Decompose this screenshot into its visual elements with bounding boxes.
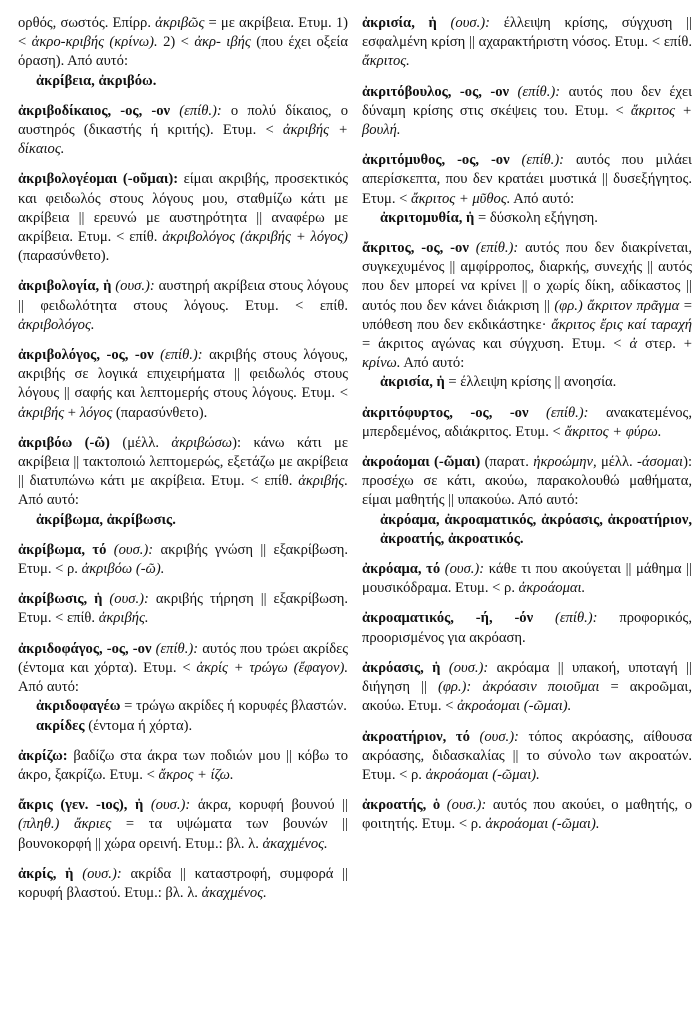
headword: ἀκροατήριον, τό [362,728,470,745]
italic-annotation: (ουσ.): [102,591,149,608]
italic-annotation: ἀκροάομαι. [518,580,586,597]
derived-words [18,697,348,716]
italic-annotation: ἀκριβής. [98,610,149,627]
italic-annotation: ἠκροώμην, [533,454,597,471]
entry-paragraph [18,640,348,698]
headword: ἀκροαματικός, -ή, -όν [362,610,534,627]
italic-annotation: (ουσ.): [469,728,519,745]
italic-annotation: (φρ.) ἄκριτον πρᾶγμα [554,297,680,314]
entry-paragraph [362,728,692,786]
definition-text: αυτός που δεν έχει δύναμη κρίσης στις σκέψεις του. Ετυμ. < [362,83,693,119]
headword: ἄκρις (γεν. -ιος), ἡ [18,797,144,814]
definition-text: Από αυτό: [18,679,79,696]
italic-annotation: ἄκριτος + βουλή. [362,102,692,139]
entry-akridofagos [18,640,348,736]
definition-text: ο πολύ δίκαιος, ο αυστηρός (δικαστής ή κριτής). Ετυμ. < [18,102,348,139]
headword: ἀκροάομαι (-ῶμαι) [362,454,481,471]
italic-annotation: (επίθ.): [528,404,589,421]
entry-paragraph [362,659,692,717]
headword: ακρίδες [36,717,85,734]
entry-paragraph [362,609,692,647]
italic-annotation: (επίθ.): [151,640,199,657]
definition-text: (παρασύνθετο). [112,404,208,421]
entry-paragraph [362,796,692,834]
definition-text: αυτός που δεν διακρίνεται, συγκεχυμένος || αμφίρροπος, διαρκής, συνεχής || αυτός που δεν μπορεί να κρίνει || ο χωρίς δίκη, αδίκαστος || αυτός που δεν κάνει διάκριση || [362,240,692,314]
entry-paragraph [18,796,348,854]
entry-akroasis [362,659,692,717]
definition-text: (μέλλ. [109,434,172,451]
italic-annotation: ἀκριβώσω [171,434,233,451]
entry-akroatis [362,796,692,834]
definition-text: αυστηρή ακρίβεια στους λόγους || φειδωλότητα στους λόγους. Ετυμ. < επίθ. [18,278,348,314]
headword: ἀκρόασις, ἡ [362,659,441,676]
definition-text: = τα υψώματα των βουνών || βουνοκορφή || χώρα ορεινή. Ετυμ.: βλ. λ. [18,816,348,852]
italic-annotation: (επίθ.): [509,152,565,169]
italic-annotation: (επίθ.): [170,102,222,119]
headword: ἀκρίβωμα, ἀκρίβωσις. [36,511,176,528]
definition-text: είμαι ακριβής, προσεκτικός και φειδωλός στους λόγους μου, σταθμίζω κάτι με ακρίβεια || ερευνώ με αυστηρότητα || αναφέρω με ακρίβεια. Ετυμ. < επίθ. [18,171,348,246]
definition-text: ακριβής γνώση || εξακρίβωση. Ετυμ. < ρ. [18,541,348,578]
derived-words [362,209,692,228]
entry-paragraph [362,83,692,141]
headword: ἀκρίζω: [18,747,68,764]
headword: ἀκριβόω (-ῶ) [18,434,110,451]
italic-annotation: ἀκρο-κριβής (κρίνω). [31,34,158,51]
headword: ἀκρισία, ἡ [380,374,445,391]
entry-paragraph [18,14,348,72]
italic-annotation: (επίθ.): [153,347,203,364]
entry-paragraph [18,590,348,628]
italic-annotation: ἀκριβῶς [155,15,205,31]
italic-annotation: -άσομαι [637,454,684,471]
derived-words [362,511,692,549]
entry-akrisia [362,14,692,72]
entry-akritomythos [362,151,692,228]
headword: ἀκριδοφαγέω [36,698,121,715]
entry-paragraph [18,102,348,160]
italic-annotation: ἄκριτος + μῦθος. [411,190,511,207]
definition-text: αυτός που τρώει ακρίδες (έντομα και χόρτα). Ετυμ. < [18,640,348,676]
entry-akrizo [18,747,348,785]
entry-paragraph [362,560,692,598]
italic-annotation: (πληθ.) ἄκριες [18,816,112,833]
headword: ἀκριτομυθία, ἡ [380,209,475,226]
headword: ἀκριβολογέομαι (-οῦμαι): [18,171,179,188]
italic-annotation: (φρ.): ἀκρόασιν ποιοῦμαι [437,679,600,696]
definition-text: κάθε τι που ακούγεται || μάθημα || μουσικόδραμα. Ετυμ. < ρ. [362,561,692,597]
definition-text: = τρώγω ακρίδες ή κορυφές βλαστών. [120,698,347,715]
italic-annotation: ἀκριβόω (-ῶ). [81,561,165,578]
italic-annotation: λόγος [79,404,113,421]
entry-akroaomai [362,453,692,549]
entry-akrivoo [18,434,348,530]
definition-text: βαδίζω στα άκρα των ποδιών μου || κόβω το άκρο, ξακρίζω. Ετυμ. < [18,747,348,783]
definition-text: μέλλ. [596,454,638,471]
italic-annotation: (ουσ.): [111,278,155,295]
definition-text: στερ. + [637,336,692,353]
definition-text: 2) < [157,34,195,51]
definition-text: ): κάνω κάτι με ακρίβεια || τακτοποιώ λεπτομερώς, εξετάζω με ακρίβεια || διατυπώνω κάτι με ακρίβεια. Ετυμ. < επίθ. [18,434,348,490]
headword: ἀκριτόφυρτος, -ος, -ον [362,404,529,421]
definition-text: (παρασύνθετο). [18,248,110,265]
entry-paragraph [18,865,348,903]
headword: ἀκροατής, ὁ [362,797,441,814]
italic-annotation: ἄκριτος + φύρω. [564,423,662,440]
derived-words [18,72,348,91]
entry-akrivologia [18,277,348,335]
italic-annotation: ἀκρ- ιβής [194,34,251,51]
headword: ἀκρόαμα, ἀκροαματικός, ἀκρόασις, ἀκροατήριον, ἀκροατής, ἀκροατικός. [380,511,692,547]
italic-annotation: (επίθ.): [468,240,519,257]
entry-paragraph [18,541,348,579]
italic-annotation: ἀκαχμένος. [201,884,267,901]
italic-annotation: κρίνω. [362,355,401,372]
definition-text: άκρα, κορυφή βουνού || [190,797,348,814]
headword: ἄκριτος, -ος, -ον [362,240,469,257]
definition-text: αυτός που ακούει, ο μαθητής, ο φοιτητής. Ετυμ. < ρ. [362,797,693,833]
entry-paragraph [362,151,692,209]
headword: ἀκριτόβουλος, -ος, -ον [362,83,510,100]
definition-text: Από αυτό: [400,355,465,372]
entry-paragraph [18,346,348,423]
entry-akris-genitive [18,796,348,854]
entry-paragraph [18,170,348,266]
headword: ἀκρόαμα, τό [362,561,441,578]
dictionary-column-left [18,14,348,914]
definition-text: Από αυτό: [510,190,575,207]
entry-paragraph [362,14,692,72]
italic-annotation: (ουσ.): [143,797,191,814]
definition-text: = δύσκολη εξήγηση. [474,209,598,226]
entry-akritofyrtos [362,404,692,442]
italic-annotation: ἀκριβής. [298,473,348,490]
entry-paragraph [362,453,692,511]
italic-annotation: ἀκριβολόγος (ἀκριβής + λόγος) [162,229,348,246]
headword: ἀκρίβωσις, ἡ [18,591,103,608]
definition-text: ακριβής στους λόγους, ακριβής σε λογικά επιχειρήματα || φειδωλός στους λόγους || σαφής και λεπτομερής στους λόγους. Ετυμ. < [18,347,348,402]
definition-text: έλλειψη κρίσης, σύγχυση || εσφαλμένη κρίση || αχαρακτήριστη νόσος. Ετυμ. < επίθ. [362,15,692,51]
italic-annotation: (ουσ.): [436,15,490,31]
italic-annotation: ἀκριβολόγος. [18,316,95,333]
definition-text: Από αυτό: [18,492,79,509]
italic-annotation: (επίθ.): [533,610,598,627]
entry-akrivologeomai [18,170,348,266]
entry-paragraph [362,404,692,442]
italic-annotation: ἀκριβής + δίκαιος. [18,122,348,158]
headword: ἀκρίβεια, ἀκριβόω. [36,72,157,89]
italic-annotation: ἄκρος + ίζω. [158,766,234,783]
italic-annotation: ἀκροάομαι (-ῶμαι). [485,816,600,833]
italic-annotation: (επίθ.): [509,83,561,100]
definition-text: (που έχει οξεία όραση). Από αυτό: [18,34,348,70]
entry-akrivosis [18,590,348,628]
italic-annotation: ἄκριτος ἔρις καί ταραχή [551,316,692,333]
entry-paragraph [18,747,348,785]
headword: ἀκριβολογία, ἡ [18,278,112,295]
headword: ἀκριβοδίκαιος, -ος, -ον [18,102,171,119]
entry-akroamatikos [362,609,692,647]
entry-akrivoma [18,541,348,579]
definition-text: = υπόθεση που δεν εκδικάστηκε· [362,297,692,333]
entry-paragraph [18,277,348,335]
headword: ἀκριβολόγος, -ος, -ον [18,347,154,364]
italic-annotation: ἀκριβής [18,404,65,421]
headword: ἀκριτόμυθος, -ος, -ον [362,152,510,169]
italic-annotation: ἀκροάομαι (-ῶμαι). [425,766,540,783]
definition-text: ακριβής τήρηση || εξακρίβωση. Ετυμ. < επίθ. [18,591,348,627]
definition-text: = με ακρίβεια. Ετυμ. 1) < [18,15,349,51]
definition-text: = ακροῶμαι, ακούω. Ετυμ. < [362,679,692,715]
italic-annotation: ἄκριτος. [362,53,410,70]
italic-annotation: (ουσ.): [73,865,122,882]
definition-text: (έντομα ή χόρτα). [84,717,193,734]
derived-words [362,373,692,392]
italic-annotation: ἀκροάομαι (-ῶμαι). [457,698,572,715]
entry-akroatirion [362,728,692,786]
headword: ἀκρίβωμα, τό [18,541,107,558]
entry-akritos [362,239,692,393]
definition-text: προφορικός, προορισμένος για ακρόαση. [362,610,692,646]
definition-text: ακρίδα || καταστροφή, συμφορά || κορυφή βλαστού. Ετυμ.: βλ. λ. [18,865,349,901]
entry-akrivodikaios [18,102,348,160]
derived-words [18,717,348,736]
definition-text: = άκριτος αγώνας και σύγχυση. Ετυμ. < [362,336,630,353]
headword: ἀκρίς, ἡ [18,865,74,882]
derived-words [18,511,348,530]
entry-akritovoulos [362,83,692,141]
definition-text: = έλλειψη κρίσης || ανοησία. [444,374,617,391]
definition-text: ορθός, σωστός. Επίρρ. [18,15,156,31]
italic-annotation: ἀκαχμένος. [262,835,328,852]
definition-text: ανακατεμένος, μπερδεμένος, αδιάκριτος. Ετυμ. < [362,404,692,440]
entry-akris [18,865,348,903]
definition-text: (παρατ. [480,454,534,471]
italic-annotation: (ουσ.): [106,541,154,558]
continuation-akrivis [18,14,348,91]
italic-annotation: ἀκρίς + τρώγω (ἔφαγον). [196,659,348,676]
definition-text: ακρόαμα || υπακοή, υποταγή || διήγηση || [362,659,692,696]
italic-annotation: (ουσ.): [440,659,489,676]
entry-paragraph [18,434,348,511]
headword: ἀκρισία, ἡ [362,15,437,31]
headword: ἀκριδοφάγος, -ος, -ον [18,640,152,657]
definition-text: τόπος ακρόασης, αίθουσα ακρόασης, διδασκαλίας || το σύνολο των ακροατών. Ετυμ. < ρ. [362,728,692,783]
definition-text: + [64,404,80,421]
italic-annotation: (ουσ.): [440,561,485,578]
definition-text: αυτός που μιλάει απερίσκεπτα, που δεν κρατάει μυστικά || δυσεξήγητος. Ετυμ. < [362,152,692,207]
definition-text: ): προσέχω σε κάτι, ακούω, παρακολουθώ μαθήματα, είμαι μαθητής || υπακούω. Από αυτό: [362,454,692,509]
entry-akroama [362,560,692,598]
dictionary-column-right [362,14,692,846]
entry-akrivologos [18,346,348,423]
italic-annotation: (ουσ.): [440,797,487,814]
entry-paragraph [362,239,692,373]
italic-annotation: ἀ [629,336,638,353]
